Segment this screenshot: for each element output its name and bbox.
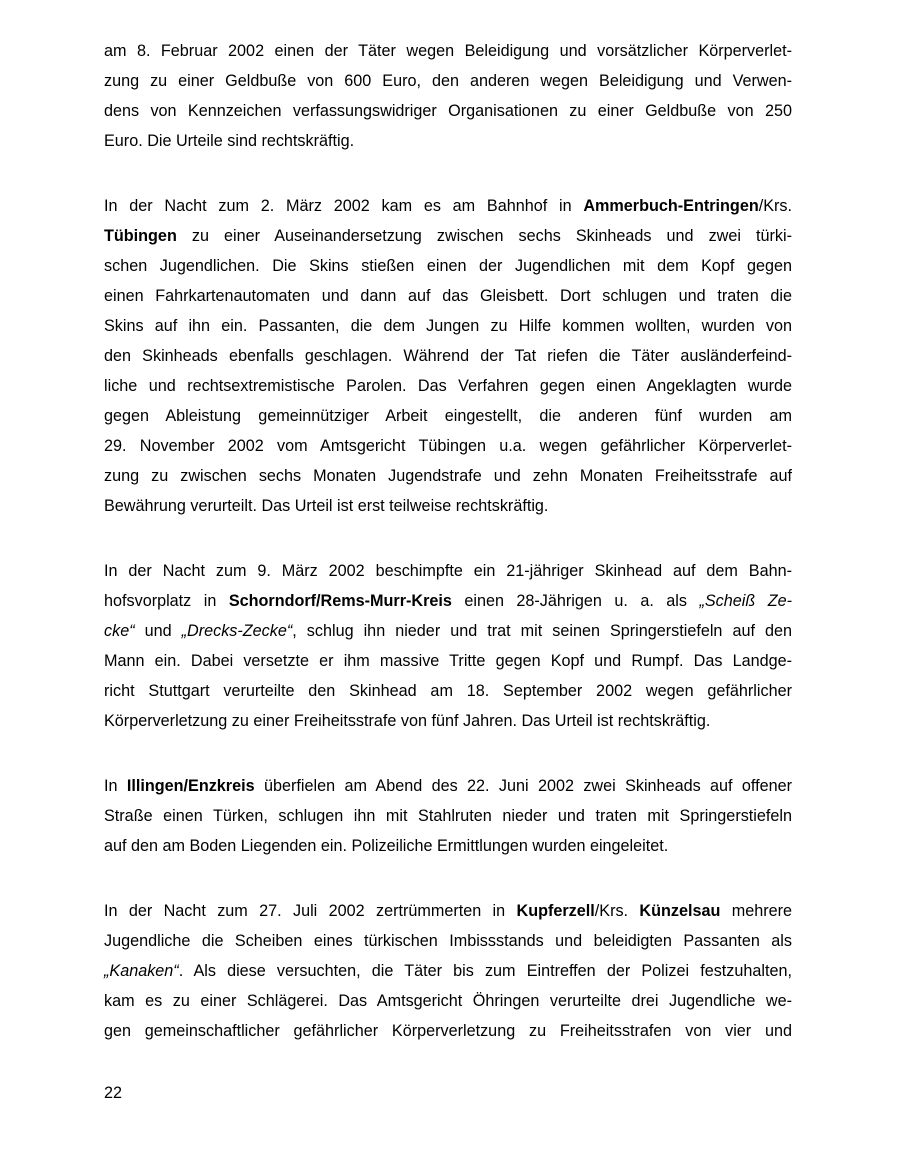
text-segment: und <box>134 622 182 640</box>
text-line <box>104 311 792 341</box>
text-line <box>104 431 792 461</box>
bold-place-name: Illingen/Enzkreis <box>126 777 255 795</box>
text-segment: einen 28-Jährigen u. a. als <box>451 592 700 610</box>
text-line <box>104 556 792 586</box>
text-line <box>104 126 792 156</box>
paragraph-3 <box>104 556 792 736</box>
italic-quote: cke“ <box>104 622 135 640</box>
text-segment: dens von Kennzeichen verfassungswidriger Organisationen zu einer Geldbuße von 250 <box>104 102 792 120</box>
text-segment: , schlug ihn nieder und trat mit seinen Springerstiefeln auf den <box>292 622 792 640</box>
text-segment: richt Stuttgart verurteilte den Skinhead am 18. September 2002 wegen gefährlicher <box>104 682 792 700</box>
text-line <box>104 341 792 371</box>
page-number: 22 <box>104 1084 123 1102</box>
text-segment: am 8. Februar 2002 einen der Täter wegen Beleidigung und vorsätzlicher Körperverlet- <box>104 42 792 60</box>
text-segment: . Als diese versuchten, die Täter bis zum Eintreffen der Polizei festzuhalten, <box>178 962 792 980</box>
italic-quote: „Drecks-Zecke“ <box>181 622 293 640</box>
paragraph-4 <box>104 771 792 861</box>
text-segment: Bewährung verurteilt. Das Urteil ist erst teilweise rechtskräftig. <box>104 497 549 515</box>
text-segment: schen Jugendlichen. Die Skins stießen einen der Jugendlichen mit dem Kopf gegen <box>104 257 792 275</box>
text-segment: den Skinheads ebenfalls geschlagen. Während der Tat riefen die Täter ausländerfeind- <box>104 347 792 365</box>
paragraph-2 <box>104 191 792 521</box>
text-segment: Körperverletzung zu einer Freiheitsstrafe von fünf Jahren. Das Urteil ist rechtskräftig. <box>104 712 711 730</box>
text-line <box>104 1016 792 1046</box>
text-segment: /Krs. <box>758 197 792 215</box>
text-line <box>104 96 792 126</box>
text-segment: zung zu zwischen sechs Monaten Jugendstrafe und zehn Monaten Freiheitsstrafe auf <box>104 467 792 485</box>
italic-quote: „Scheiß Ze- <box>699 592 792 610</box>
text-segment: einen Fahrkartenautomaten und dann auf das Gleisbett. Dort schlugen und traten die <box>104 287 792 305</box>
text-segment: zu einer Auseinandersetzung zwischen sechs Skinheads und zwei türki- <box>176 227 792 245</box>
text-line <box>104 281 792 311</box>
text-line <box>104 706 792 736</box>
text-line <box>104 771 792 801</box>
text-segment: Straße einen Türken, schlugen ihn mit Stahlruten nieder und traten mit Springerstiefeln <box>104 807 792 825</box>
text-segment: Euro. Die Urteile sind rechtskräftig. <box>104 132 355 150</box>
paragraph-1 <box>104 36 792 156</box>
text-line <box>104 896 792 926</box>
text-segment: In <box>104 777 127 795</box>
text-segment: In der Nacht zum 2. März 2002 kam es am Bahnhof in <box>104 197 584 215</box>
text-line <box>104 371 792 401</box>
bold-place-name: Künzelsau <box>639 902 721 920</box>
text-line <box>104 251 792 281</box>
text-line <box>104 586 792 616</box>
document-body <box>104 36 792 1081</box>
text-line <box>104 66 792 96</box>
text-segment: In der Nacht zum 9. März 2002 beschimpfte ein 21-jähriger Skinhead auf dem Bahn- <box>104 562 792 580</box>
text-segment: liche und rechtsextremistische Parolen. Das Verfahren gegen einen Angeklagten wurde <box>104 377 792 395</box>
text-line <box>104 191 792 221</box>
text-segment: überfielen am Abend des 22. Juni 2002 zwei Skinheads auf offener <box>254 777 792 795</box>
paragraph-5 <box>104 896 792 1046</box>
text-line <box>104 36 792 66</box>
text-segment: mehrere <box>720 902 792 920</box>
text-line <box>104 676 792 706</box>
text-segment: /Krs. <box>594 902 640 920</box>
bold-place-name: Schorndorf/Rems-Murr-Kreis <box>228 592 452 610</box>
text-line <box>104 491 792 521</box>
text-segment: gen gemeinschaftlicher gefährlicher Körperverletzung zu Freiheitsstrafen von vier und <box>104 1022 792 1040</box>
bold-place-name: Ammerbuch-Entringen <box>583 197 759 215</box>
text-segment: hofsvorplatz in <box>104 592 229 610</box>
text-line <box>104 616 792 646</box>
text-line <box>104 986 792 1016</box>
text-segment: zung zu einer Geldbuße von 600 Euro, den anderen wegen Beleidigung und Verwen- <box>104 72 792 90</box>
text-segment: kam es zu einer Schlägerei. Das Amtsgericht Öhringen verurteilte drei Jugendliche we- <box>104 992 792 1010</box>
text-line <box>104 461 792 491</box>
text-segment: In der Nacht zum 27. Juli 2002 zertrümmerten in <box>104 902 517 920</box>
text-line <box>104 646 792 676</box>
text-line <box>104 831 792 861</box>
text-line <box>104 221 792 251</box>
text-segment: Skins auf ihn ein. Passanten, die dem Jungen zu Hilfe kommen wollten, wurden von <box>104 317 792 335</box>
text-segment: Jugendliche die Scheiben eines türkischen Imbissstands und beleidigten Passanten als <box>104 932 792 950</box>
text-line <box>104 801 792 831</box>
text-segment: 29. November 2002 vom Amtsgericht Tübingen u.a. wegen gefährlicher Körperverlet- <box>104 437 792 455</box>
text-segment: gegen Ableistung gemeinnütziger Arbeit eingestellt, die anderen fünf wurden am <box>104 407 792 425</box>
italic-quote: „Kanaken“ <box>104 962 179 980</box>
text-line <box>104 401 792 431</box>
text-segment: auf den am Boden Liegenden ein. Polizeiliche Ermittlungen wurden eingeleitet. <box>104 837 669 855</box>
bold-place-name: Tübingen <box>104 227 177 245</box>
text-segment: Mann ein. Dabei versetzte er ihm massive Tritte gegen Kopf und Rumpf. Das Landge- <box>104 652 792 670</box>
text-line <box>104 956 792 986</box>
bold-place-name: Kupferzell <box>516 902 595 920</box>
text-line <box>104 926 792 956</box>
